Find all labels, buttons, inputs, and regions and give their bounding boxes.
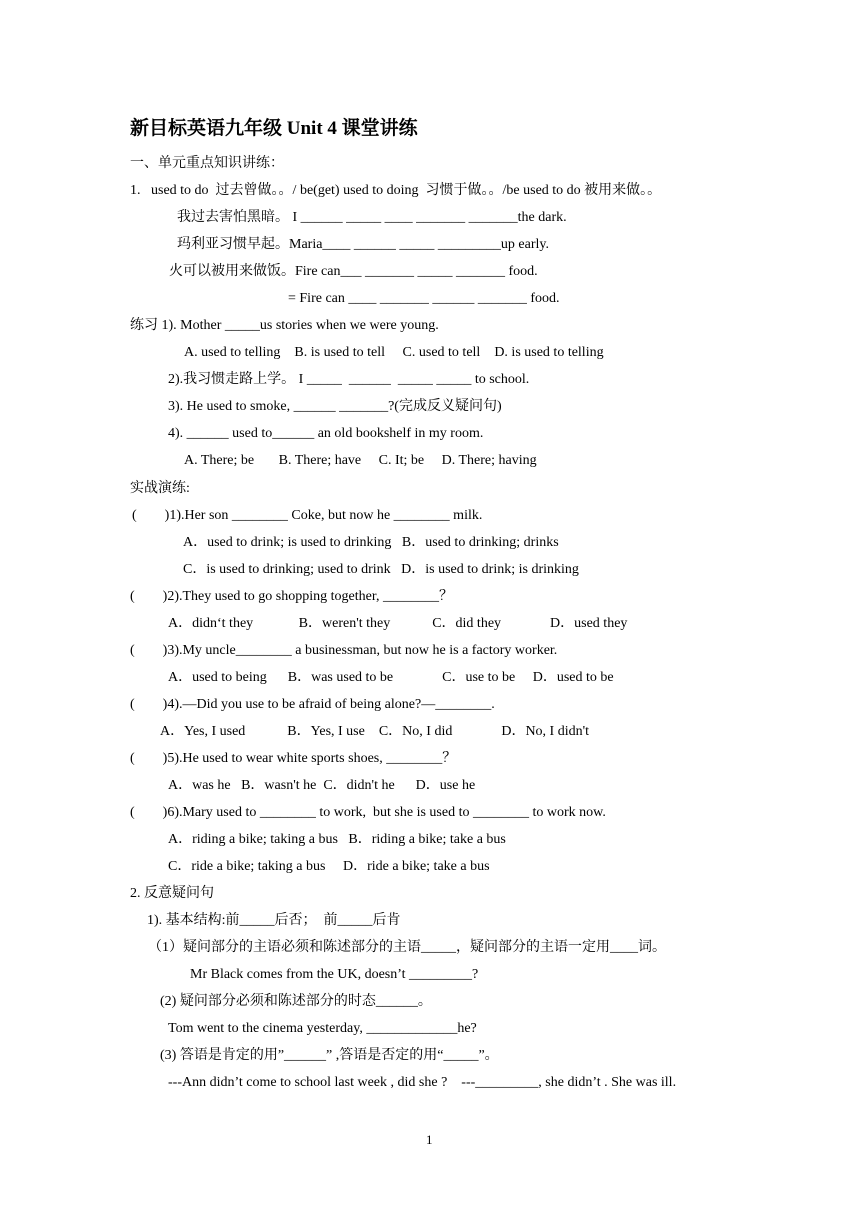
line-14: A．used to drink; is used to drinking B．used to drinking; drinks bbox=[183, 535, 559, 550]
line-25: A．riding a bike; taking a bus B．riding a bike; take a bus bbox=[168, 832, 506, 847]
line-13: ( )1).Her son ________ Coke, but now he ________ milk. bbox=[132, 508, 483, 523]
line-23: A．was he B．wasn't he C．didn't he D．use he bbox=[168, 778, 476, 793]
line-27: 2. 反意疑问句 bbox=[130, 886, 214, 901]
document-title: 新目标英语九年级 Unit 4 课堂讲练 bbox=[130, 118, 418, 139]
page-number: 1 bbox=[426, 1132, 433, 1147]
line-2: 我过去害怕黑暗。 I ______ _____ ____ _______ _______the dark. bbox=[177, 210, 567, 225]
line-28: 1). 基本结构:前_____后否； 前_____后肯 bbox=[147, 913, 401, 928]
line-11: A. There; be B. There; have C. It; be D. There; having bbox=[184, 453, 537, 468]
line-17: A．didn‘t they B．weren't they C．did they D．used they bbox=[168, 616, 628, 631]
line-15: C．is used to drinking; used to drink D．is used to drink; is drinking bbox=[183, 562, 579, 577]
line-1: 1. used to do 过去曾做。。/ be(get) used to doing 习惯于做。。/be used to do 被用来做。。 bbox=[130, 183, 662, 198]
line-19: A．used to being B．was used to be C．use to be D．used to be bbox=[168, 670, 614, 685]
line-9: 3). He used to smoke, ______ _______?(完成反义疑问句) bbox=[168, 399, 502, 414]
line-33: (3) 答语是肯定的用”______” ,答语是否定的用“_____”。 bbox=[160, 1048, 499, 1063]
line-3: 玛利亚习惯早起。Maria____ ______ _____ _________up early. bbox=[177, 237, 549, 252]
section-heading: 一、单元重点知识讲练： bbox=[130, 156, 284, 171]
line-18: ( )3).My uncle________ a businessman, but now he is a factory worker. bbox=[130, 643, 558, 658]
line-7: A. used to telling B. is used to tell C. used to tell D. is used to telling bbox=[184, 345, 604, 360]
line-24: ( )6).Mary used to ________ to work, but she is used to ________ to work now. bbox=[130, 805, 606, 820]
line-26: C．ride a bike; taking a bus D．ride a bike; take a bus bbox=[168, 859, 490, 874]
line-21: A．Yes, I used B．Yes, I use C．No, I did D．No, I didn't bbox=[160, 724, 590, 739]
line-8: 2).我习惯走路上学。 I _____ ______ _____ _____ to school. bbox=[168, 372, 530, 387]
line-34: ---Ann didn’t come to school last week , did she ? ---_________, she didn’t . She was ill. bbox=[168, 1075, 677, 1090]
line-5: = Fire can ____ _______ ______ _______ food. bbox=[288, 291, 560, 306]
line-10: 4). ______ used to______ an old bookshelf in my room. bbox=[168, 426, 484, 441]
line-12: 实战演练: bbox=[130, 481, 190, 496]
line-6: 练习 1). Mother _____us stories when we were young. bbox=[130, 318, 439, 333]
line-32: Tom went to the cinema yesterday, _____________he? bbox=[168, 1021, 477, 1036]
line-30: Mr Black comes from the UK, doesn’t _________? bbox=[190, 967, 479, 982]
line-4: 火可以被用来做饭。Fire can___ _______ _____ _______ food. bbox=[169, 264, 538, 279]
line-31: (2) 疑问部分必须和陈述部分的时态______。 bbox=[160, 994, 432, 1009]
line-20: ( )4).—Did you use to be afraid of being alone?—________. bbox=[130, 697, 495, 712]
line-29: （1）疑问部分的主语必须和陈述部分的主语_____，疑问部分的主语一定用____词。 bbox=[148, 940, 666, 955]
line-22: ( )5).He used to wear white sports shoes, ________？ bbox=[130, 751, 457, 766]
line-16: ( )2).They used to go shopping together, ________？ bbox=[130, 589, 453, 604]
